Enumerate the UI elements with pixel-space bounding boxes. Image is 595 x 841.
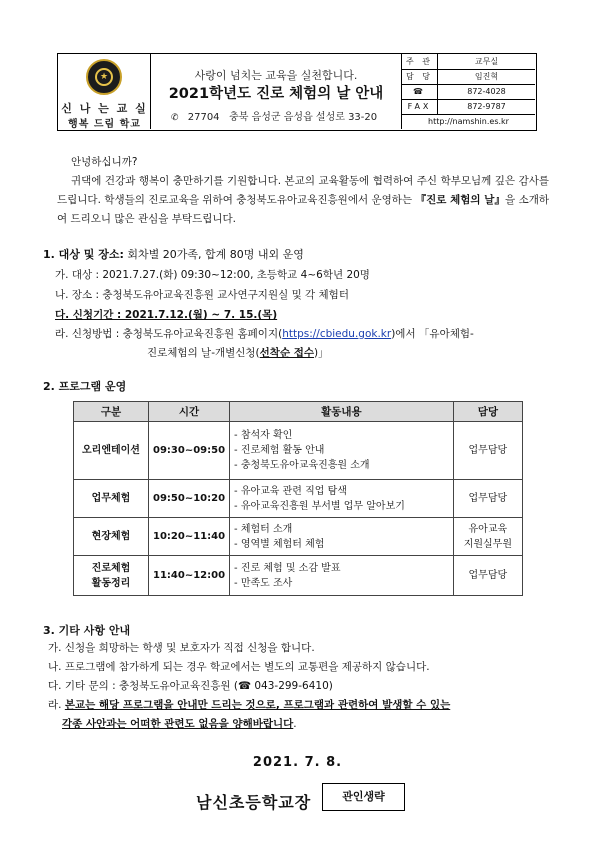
official-seal-box: 관인생략 <box>322 783 405 811</box>
section1-item-b: 나. 장소 : 충청북도유아교육진흥원 교사연구지원실 및 각 체험터 <box>55 289 349 301</box>
program-name: 진로체험 활동정리 <box>74 556 149 596</box>
section1-heading-rest: 회차별 20가족, 합계 80명 내외 운영 <box>123 248 304 261</box>
program-time: 09:30~09:50 <box>148 422 229 480</box>
section1-item-a: 가. 대상 : 2021.7.27.(화) 09:30~12:00, 초등학교 4~6학년 20명 <box>55 269 370 281</box>
letterhead <box>57 53 537 131</box>
table-row <box>74 518 523 556</box>
section3-item-a: 가. 신청을 희망하는 학생 및 보호자가 직접 신청을 합니다. <box>48 642 315 654</box>
activity-item: - 유아교육진흥원 부서별 업무 알아보기 <box>234 500 405 512</box>
first-come-label: 선착순 접수 <box>259 347 315 359</box>
info-value: 872-4028 <box>438 84 536 99</box>
col-header: 구분 <box>74 402 149 422</box>
program-activities <box>230 422 454 480</box>
address-text: 충북 음성군 음성읍 설성로 33-20 <box>229 112 378 123</box>
activity-item: - 진로 체험 및 소감 발표 <box>234 562 341 574</box>
section3-item-d <box>48 697 450 712</box>
activity-item: - 진로체험 활동 안내 <box>234 445 325 456</box>
section1-item-c: 다. 신청기간 : 2021.7.12.(월) ~ 7. 15.(목) <box>55 309 278 321</box>
info-value: 교무실 <box>438 54 536 69</box>
school-logo-cell <box>58 54 151 129</box>
apply-method-prefix: 라. 신청방법 : 충청북도유아교육진흥원 홈페이지( <box>55 328 283 340</box>
title-cell <box>151 54 401 129</box>
table-row <box>74 422 523 480</box>
activity-item: - 만족도 조사 <box>234 577 293 589</box>
postal-icon: ✆ <box>171 113 179 123</box>
page-title: 2021학년도 진로 체험의 날 안내 <box>168 86 384 102</box>
item-d-prefix: 라. <box>48 699 65 711</box>
apply-method-suffix: )에서 「유아체험- <box>391 328 474 340</box>
info-value: 872-9787 <box>438 99 536 114</box>
section2-heading: 2. 프로그램 운영 <box>43 380 127 393</box>
section1-item-d-cont <box>147 345 329 360</box>
disclaimer-end: . <box>293 718 297 730</box>
info-key: 주 관 <box>402 54 438 69</box>
principal-signature: 남신초등학교장 <box>196 793 312 812</box>
contact-info-table <box>401 54 535 129</box>
intro-text-b: 을 소개하여 드리오니 많은 관심을 부탁드립니다. <box>57 194 549 225</box>
program-activities <box>230 518 454 556</box>
info-row <box>402 114 536 129</box>
col-header: 시간 <box>148 402 229 422</box>
program-time: 11:40~12:00 <box>148 556 229 596</box>
school-emblem-icon: ★ <box>86 59 122 95</box>
slogan-line1: 신 나 는 교 실 <box>61 102 148 115</box>
info-row <box>402 69 536 84</box>
program-activities <box>230 556 454 596</box>
program-owner: 유아교육 지원실무원 <box>453 518 522 556</box>
intro-paragraph <box>57 153 549 229</box>
info-key: ☎ <box>402 84 438 99</box>
apply-link[interactable]: https://cbiedu.gok.kr <box>282 328 392 340</box>
program-time: 09:50~10:20 <box>148 480 229 518</box>
info-key: FAX <box>402 99 438 114</box>
website-url[interactable]: http://namshin.es.kr <box>428 117 509 127</box>
section3-item-b: 나. 프로그램에 참가하게 되는 경우 학교에서는 별도의 교통편을 제공하지 않습니다. <box>48 661 430 673</box>
activity-item: - 영역별 체험터 체험 <box>234 538 325 550</box>
program-time: 10:20~11:40 <box>148 518 229 556</box>
section1-heading <box>43 246 304 262</box>
section3-item-c: 다. 기타 문의 : 충청북도유아교육진흥원 (☎ 043-299-6410) <box>48 680 333 692</box>
col-header: 담당 <box>453 402 522 422</box>
program-table <box>73 401 523 596</box>
apply-line2-prefix: 진로체험의 날-개별신청( <box>147 347 260 359</box>
section1-heading-label: 1. 대상 및 장소: <box>43 248 124 261</box>
program-owner: 업무담당 <box>453 422 522 480</box>
activity-item: - 체험터 소개 <box>234 523 293 535</box>
school-motto: 사랑이 넘치는 교육을 실천합니다. <box>194 69 358 82</box>
program-table-header <box>74 402 523 422</box>
program-activities <box>230 480 454 518</box>
program-name: 오리엔테이션 <box>74 422 149 480</box>
col-header: 활동내용 <box>230 402 454 422</box>
activity-item: - 충청북도유아교육진흥원 소개 <box>234 460 370 471</box>
info-row <box>402 99 536 114</box>
program-name: 현장체험 <box>74 518 149 556</box>
greeting: 안녕하십니까? <box>71 156 138 168</box>
intro-highlight: 『진로 체험의 날』 <box>415 194 506 206</box>
activity-item: - 유아교육 관련 직업 탐색 <box>234 485 347 497</box>
section3-heading: 3. 기타 사항 안내 <box>43 624 131 637</box>
intro-body <box>57 172 549 229</box>
slogan-line2: 행복 드림 학교 <box>68 119 141 130</box>
disclaimer-line2: 각종 사안과는 어떠한 관련도 없음을 양해바랍니다 <box>62 718 294 730</box>
section1-item-d <box>55 326 474 341</box>
info-row <box>402 84 536 99</box>
school-address <box>171 108 377 123</box>
apply-line2-suffix: )」 <box>314 347 329 359</box>
intro-text-a: 귀댁에 건강과 행복이 충만하기를 기원합니다. 본교의 교육활동에 협력하여 주신 학부모님께 깊은 감사를 드립니다. 학생들의 진로교육을 위하여 충청북도유아교육진흥원에서 운영하는 <box>57 175 549 206</box>
info-key: 담 당 <box>402 69 438 84</box>
disclaimer-line1: 본교는 해당 프로그램을 안내만 드리는 것으로, 프로그램과 관련하여 발생할 수 있는 <box>64 699 451 711</box>
activity-item: - 참석자 확인 <box>234 430 293 441</box>
issue-date: 2021. 7. 8. <box>252 755 343 770</box>
table-row <box>74 480 523 518</box>
table-row <box>74 556 523 596</box>
program-owner: 업무담당 <box>453 556 522 596</box>
info-value: 임진혁 <box>438 69 536 84</box>
program-owner: 업무담당 <box>453 480 522 518</box>
postal-code: 27704 <box>187 112 220 123</box>
section3-item-d-cont <box>62 716 297 731</box>
info-row <box>402 54 536 69</box>
program-name: 업무체험 <box>74 480 149 518</box>
